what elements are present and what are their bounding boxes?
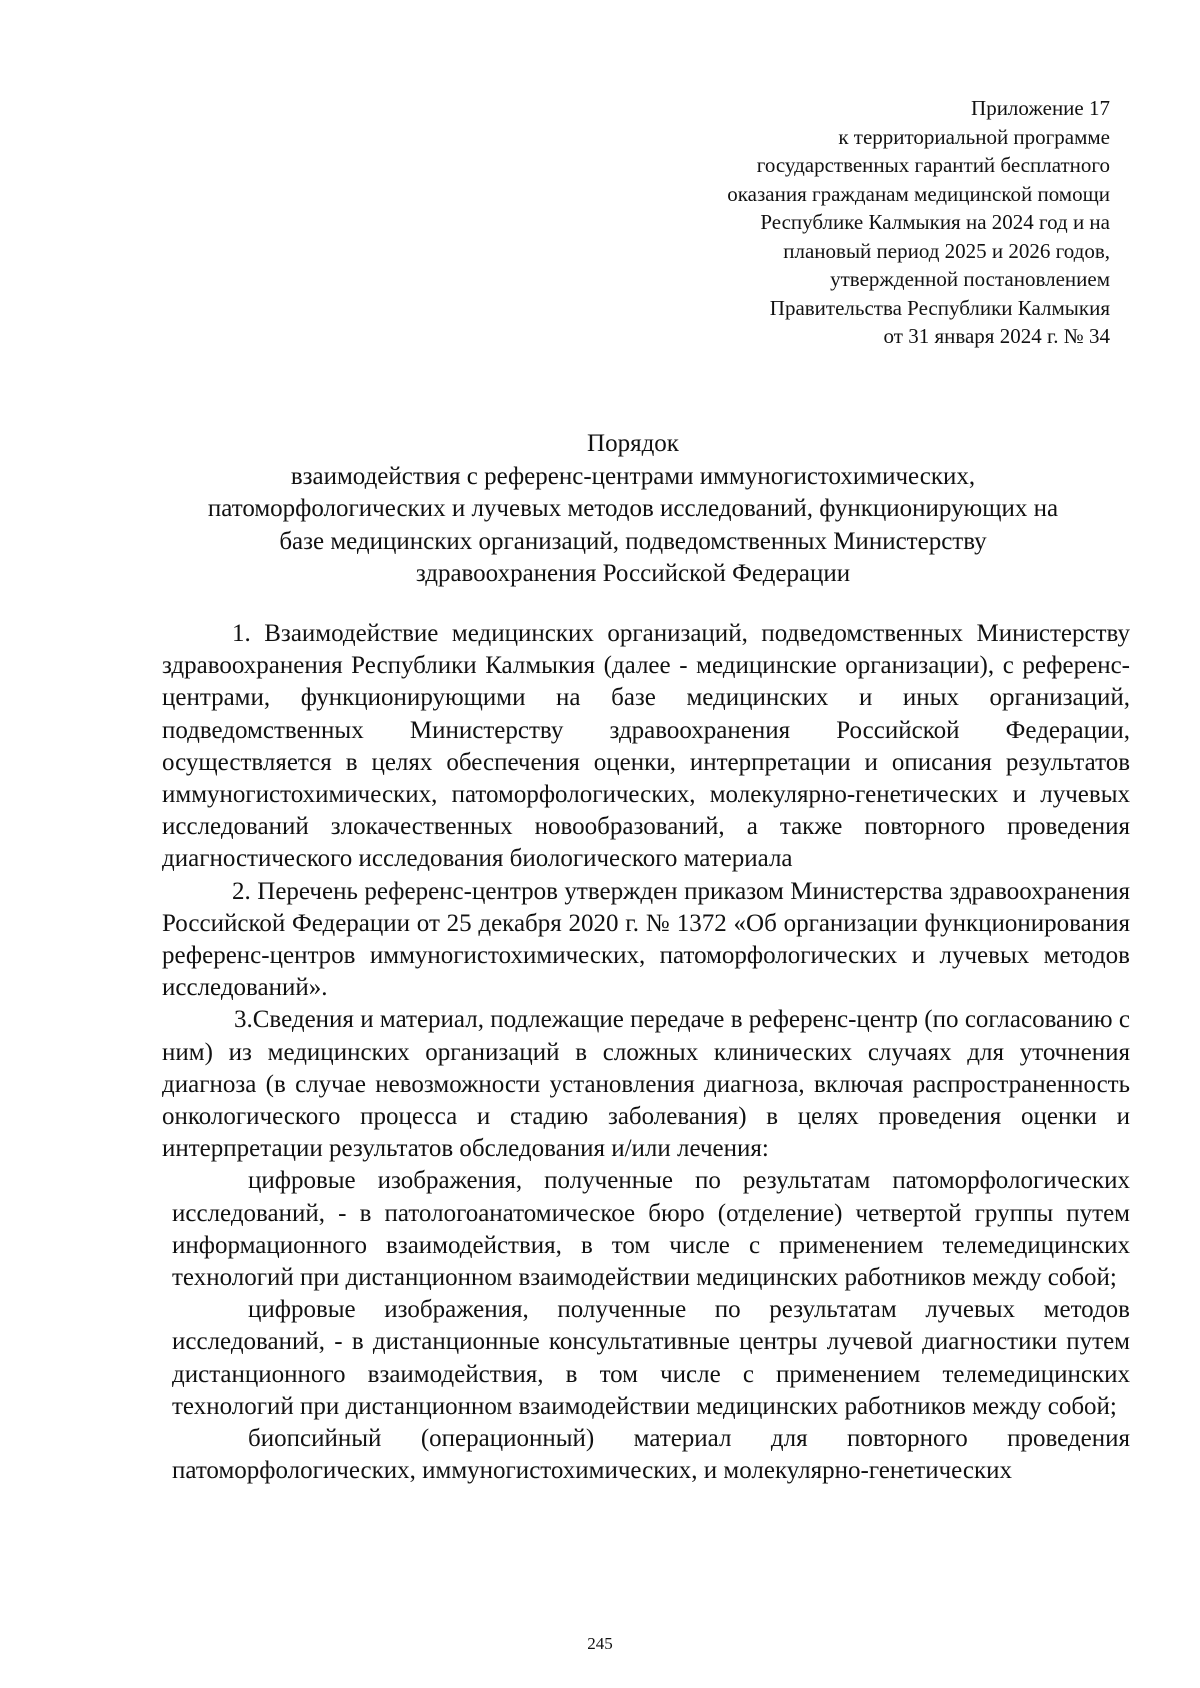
- appendix-line: Республике Калмыкия на 2024 год и на: [760, 210, 1110, 234]
- appendix-line: плановый период 2025 и 2026 годов,: [783, 238, 1110, 263]
- appendix-line: оказания гражданам медицинской помощи: [727, 181, 1110, 206]
- paragraph-1: 1. Взаимодействие медицинских организаций, подведомственных Министерству здравоохранения Республики Калмыкия (далее - медицинские организации), с референс-центрами, функционирующими на базе медицинских и иных организаций, подведомственных Министерству здравоохранения Российской Федерации, осуществляется в целях обеспечения оценки, интерпретации и описания результатов иммуногистохимических, патоморфологических, молекулярно-генетических и лучевых исследований злокачественных новообразований, а также повторного проведения диагностического исследования биологического материала: [162, 620, 1130, 873]
- page-number: 245: [587, 1634, 613, 1653]
- appendix-line: Приложение 17: [971, 96, 1110, 120]
- document-title: [150, 428, 1116, 591]
- appendix-line: Правительства Республики Калмыкия: [769, 295, 1110, 320]
- title-line: базе медицинских организаций, подведомственных Министерству: [279, 527, 987, 555]
- paragraph-3: 3.Сведения и материал, подлежащие передаче в референс-центр (по согласованию с ним) из медицинских организаций в сложных клинических случаях для уточнения диагноза (в случае невозможности установления диагноза, включая распространенность онкологического процесса и стадию заболевания) в целях проведения оценки и интерпретации результатов обследования и/или лечения:: [162, 1006, 1130, 1163]
- list-item: биопсийный (операционный) материал для повторного проведения патоморфологических, иммуногистохимических, и молекулярно-генетических: [172, 1425, 1130, 1485]
- title-line: патоморфологических и лучевых методов исследований, функционирующих на: [207, 495, 1059, 522]
- appendix-line: государственных гарантий бесплатного: [756, 153, 1110, 177]
- list-item: цифровые изображения, полученные по результатам патоморфологических исследований, - в патологоанатомическое бюро (отделение) четвертой группы путем информационного взаимодействия, в том числе с применением телемедицинских технологий при дистанционном взаимодействии медицинских работников между собой;: [172, 1167, 1130, 1292]
- appendix-line: утвержденной постановлением: [830, 267, 1110, 291]
- paragraph-2: 2. Перечень референс-центров утвержден приказом Министерства здравоохранения Российской Федерации от 25 декабря 2020 г. № 1372 «Об организации функционирования референс-центров иммуногистохимических, патоморфологических и лучевых методов исследований».: [162, 877, 1130, 1002]
- document-body: [162, 618, 1130, 1487]
- appendix-header: [550, 94, 1110, 351]
- appendix-line: к территориальной программе: [838, 124, 1110, 149]
- title-heading: Порядок: [587, 430, 679, 457]
- list-item: цифровые изображения, полученные по результатам лучевых методов исследований, - в дистанционные консультативные центры лучевой диагностики путем дистанционного взаимодействия, в том числе с применением телемедицинских технологий при дистанционном взаимодействии медицинских работников между собой;: [172, 1296, 1130, 1420]
- appendix-line: от 31 января 2024 г. № 34: [883, 324, 1110, 348]
- title-line: взаимодействия с референс-центрами иммуногистохимических,: [290, 462, 976, 490]
- title-line: здравоохранения Российской Федерации: [415, 560, 851, 587]
